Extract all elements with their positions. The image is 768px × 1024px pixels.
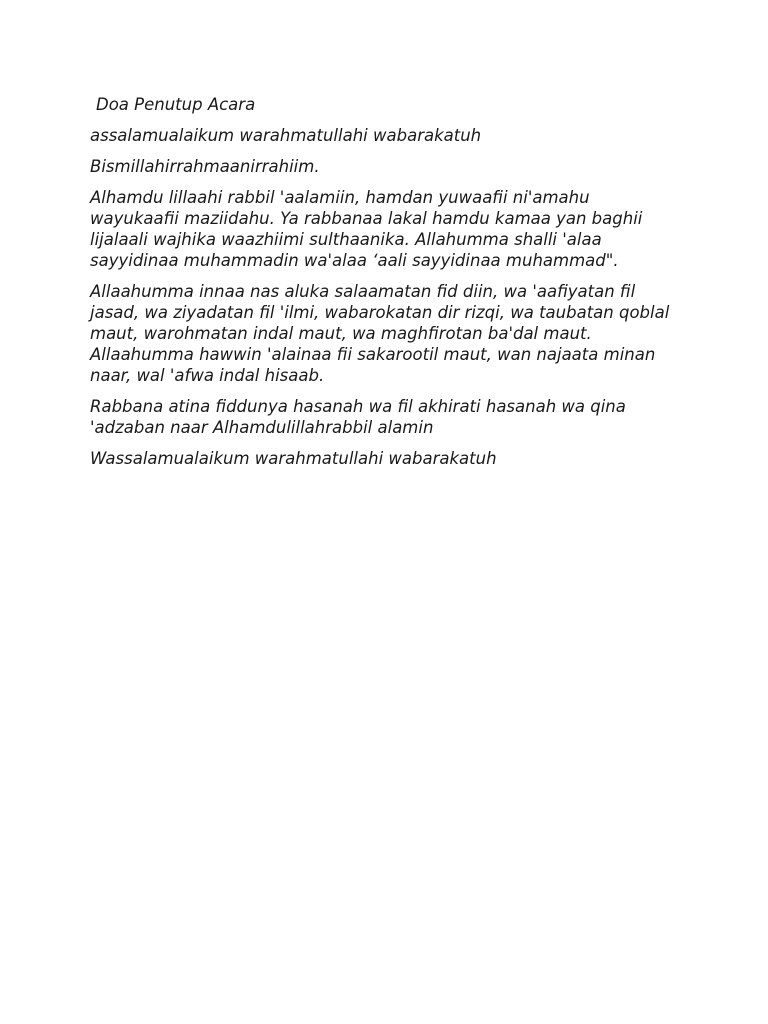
- paragraph-closing-greeting: Wassalamualaikum warahmatullahi wabarakatuh: [90, 449, 497, 468]
- document-page: [90, 94, 680, 479]
- paragraph-hamdalah: Alhamdu lillaahi rabbil 'aalamiin, hamdan yuwaafii ni'amahu wayukaafii maziidahu. Ya rabbanaa lakal hamdu kamaa yan baghii lijalaali wajhika waazhiimi sulthaanika. Allahumma shalli 'alaa sayyidinaa muhammadin wa'alaa ‘aali sayyidinaa muhammad".: [90, 188, 643, 270]
- paragraph-rabbana: Rabbana atina fiddunya hasanah wa fil akhirati hasanah wa qina 'adzaban naar Alhamdulillahrabbil alamin: [90, 397, 626, 437]
- paragraph-basmalah: Bismillahirrahmaanirrahiim.: [90, 157, 320, 176]
- paragraph-greeting: assalamualaikum warahmatullahi wabarakatuh: [90, 126, 482, 145]
- document-title: Doa Penutup Acara: [96, 95, 256, 114]
- paragraph-doa: Allaahumma innaa nas aluka salaamatan fid diin, wa 'aafiyatan fil jasad, wa ziyadatan fil 'ilmi, wabarokatan dir rizqi, wa taubatan qoblal maut, warohmatan indal maut, wa maghfirotan ba'dal maut. Allaahumma hawwin 'alainaa fii sakarootil maut, wan najaata minan naar, wal 'afwa indal hisaab.: [90, 282, 670, 385]
